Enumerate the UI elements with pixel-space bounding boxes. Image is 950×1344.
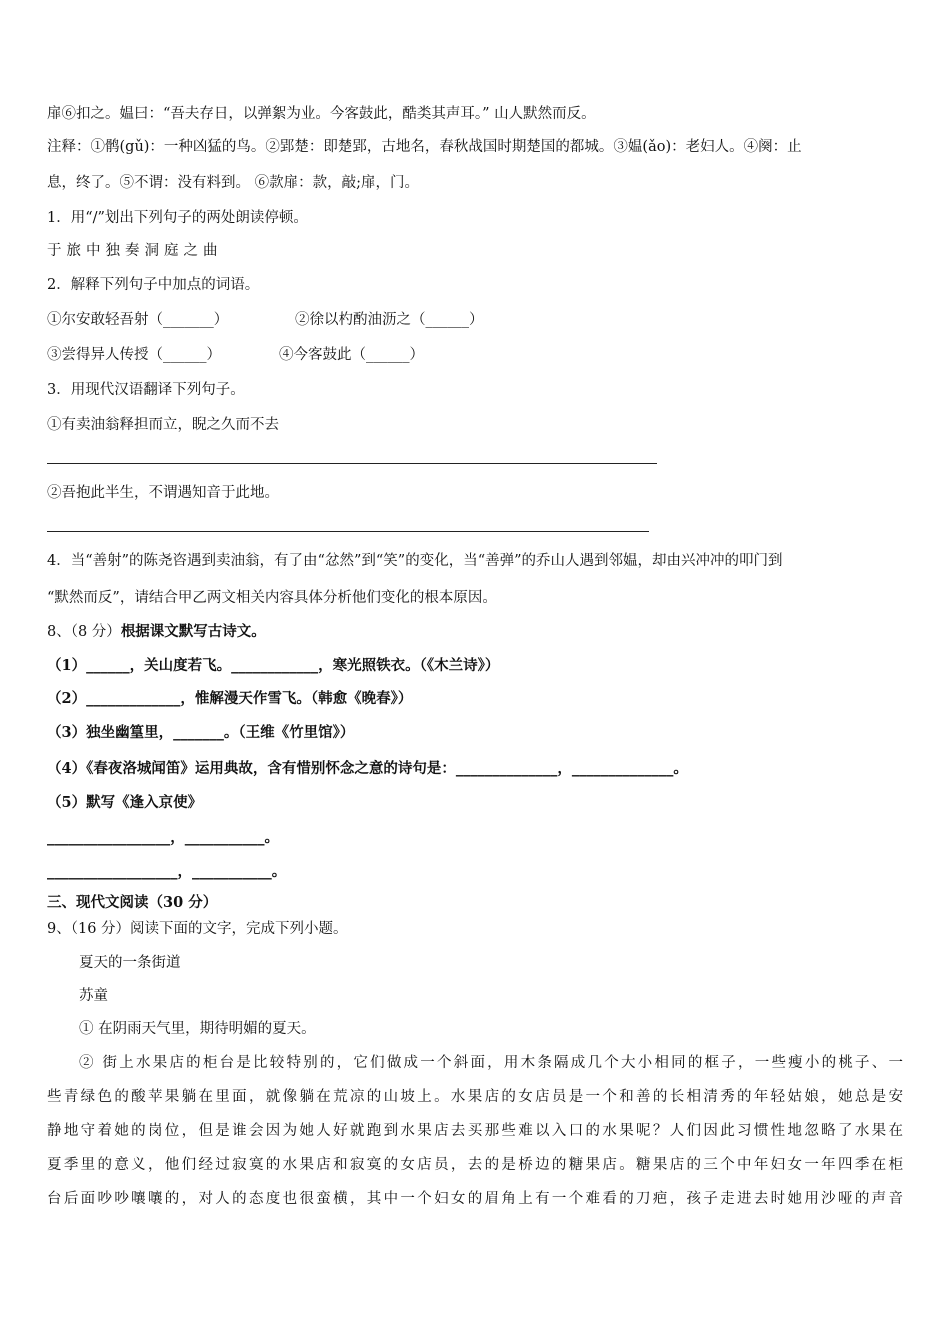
question-8-number: 8、（8 分）	[47, 624, 121, 640]
question-8-line-4: （4）《春夜洛城闻笛》运用典故，含有惜别怀念之意的诗句是：______________，______________。	[47, 760, 688, 777]
article-paragraph-2-line-5: 台后面吵吵嚷嚷的，对人的态度也很蛮横，其中一个妇女的眉角上有一个难看的刀疤，孩子走进去时她用沙哑的声音	[47, 1191, 903, 1207]
question-4-line-1: 4．当“善射”的陈尧咨遇到卖油翁，有了由“忿然”到“笑”的变化，当“善弹”的乔山人遇到邻媪，却由兴冲冲的叩门到	[47, 553, 783, 569]
question-1-prompt: 1．用“/”划出下列句子的两处朗读停顿。	[47, 210, 308, 226]
question-9-prompt: 9、（16 分）阅读下面的文字，完成下列小题。	[47, 921, 348, 937]
question-8-line-2: （2）_____________，惟解漫天作雪飞。（韩愈《晚春》）	[47, 690, 413, 707]
question-4-line-2: “默然而反”，请结合甲乙两文相关内容具体分析他们变化的根本原因。	[47, 590, 497, 606]
question-2-item-4: ④今客鼓此（______）	[279, 347, 424, 363]
question-8-blank-2: __________________，___________。	[47, 863, 287, 880]
notes-line-2: 息，终了。⑤不谓：没有料到。 ⑥款扉：款，敲;扉，门。	[47, 175, 419, 191]
notes-line-1: 注释：①鹘(gǔ)：一种凶猛的鸟。②郢楚：即楚郢，古地名，春秋战国时期楚国的都城。③媪(ǎo)：老妇人。④阕：止	[47, 139, 802, 155]
question-8-line-1: （1）______，关山度若飞。____________，寒光照铁衣。（《木兰诗》）	[47, 657, 500, 674]
question-8-title: 根据课文默写古诗文。	[120, 623, 266, 640]
passage-b-ending: 扉⑥扣之。媪曰：“吾夫存日，以弹絮为业。今客鼓此，酷类其声耳。” 山人默然而反。	[47, 106, 596, 122]
question-8-line-5: （5）默写《逢入京使》	[47, 794, 203, 811]
section-3-title: 三、现代文阅读（30 分）	[47, 894, 218, 911]
article-paragraph-2-line-4: 夏季里的意义，他们经过寂寞的水果店和寂寞的女店员，去的是桥边的糖果店。糖果店的三个中年妇女一年四季在柜	[47, 1157, 903, 1173]
question-3-sentence-1: ①有卖油翁释担而立，睨之久而不去	[47, 417, 279, 433]
question-8-heading	[47, 622, 266, 642]
question-3-prompt: 3．用现代汉语翻译下列句子。	[47, 382, 245, 398]
answer-line-2[interactable]	[47, 531, 649, 532]
question-8-line-3: （3）独坐幽篁里，_______。（王维《竹里馆》）	[47, 724, 355, 741]
question-2-prompt: 2．解释下列句子中加点的词语。	[47, 277, 260, 293]
question-3-sentence-2: ②吾抱此半生，不谓遇知音于此地。	[47, 485, 279, 501]
question-1-sentence: 于旅中独奏洞庭之曲	[47, 243, 223, 259]
article-paragraph-2-line-2: 些青绿色的酸苹果躺在里面，就像躺在荒凉的山坡上。水果店的女店员是一个和善的长相清秀的年轻姑娘，她总是安	[47, 1089, 903, 1105]
question-8-blank-1: _________________，___________。	[47, 829, 279, 846]
question-2-item-2: ②徐以杓酌油沥之（______）	[295, 312, 484, 328]
answer-line-1[interactable]	[47, 463, 657, 464]
article-paragraph-1: ① 在阴雨天气里，期待明媚的夏天。	[79, 1021, 316, 1037]
article-title: 夏天的一条街道	[79, 955, 181, 971]
question-2-item-3: ③尝得异人传授（______）	[47, 347, 221, 363]
article-author: 苏童	[79, 988, 108, 1004]
article-paragraph-2-line-3: 静地守着她的岗位，但是谁会因为她人好就跑到水果店去买那些难以入口的水果呢？人们因此习惯性地忽略了水果在	[47, 1123, 903, 1139]
question-2-item-1: ①尔安敢轻吾射（_______）	[47, 312, 229, 328]
article-paragraph-2-line-1: ② 街上水果店的柜台是比较特别的，它们做成一个斜面，用木条隔成几个大小相同的框子，一些瘦小的桃子、一	[79, 1055, 903, 1071]
